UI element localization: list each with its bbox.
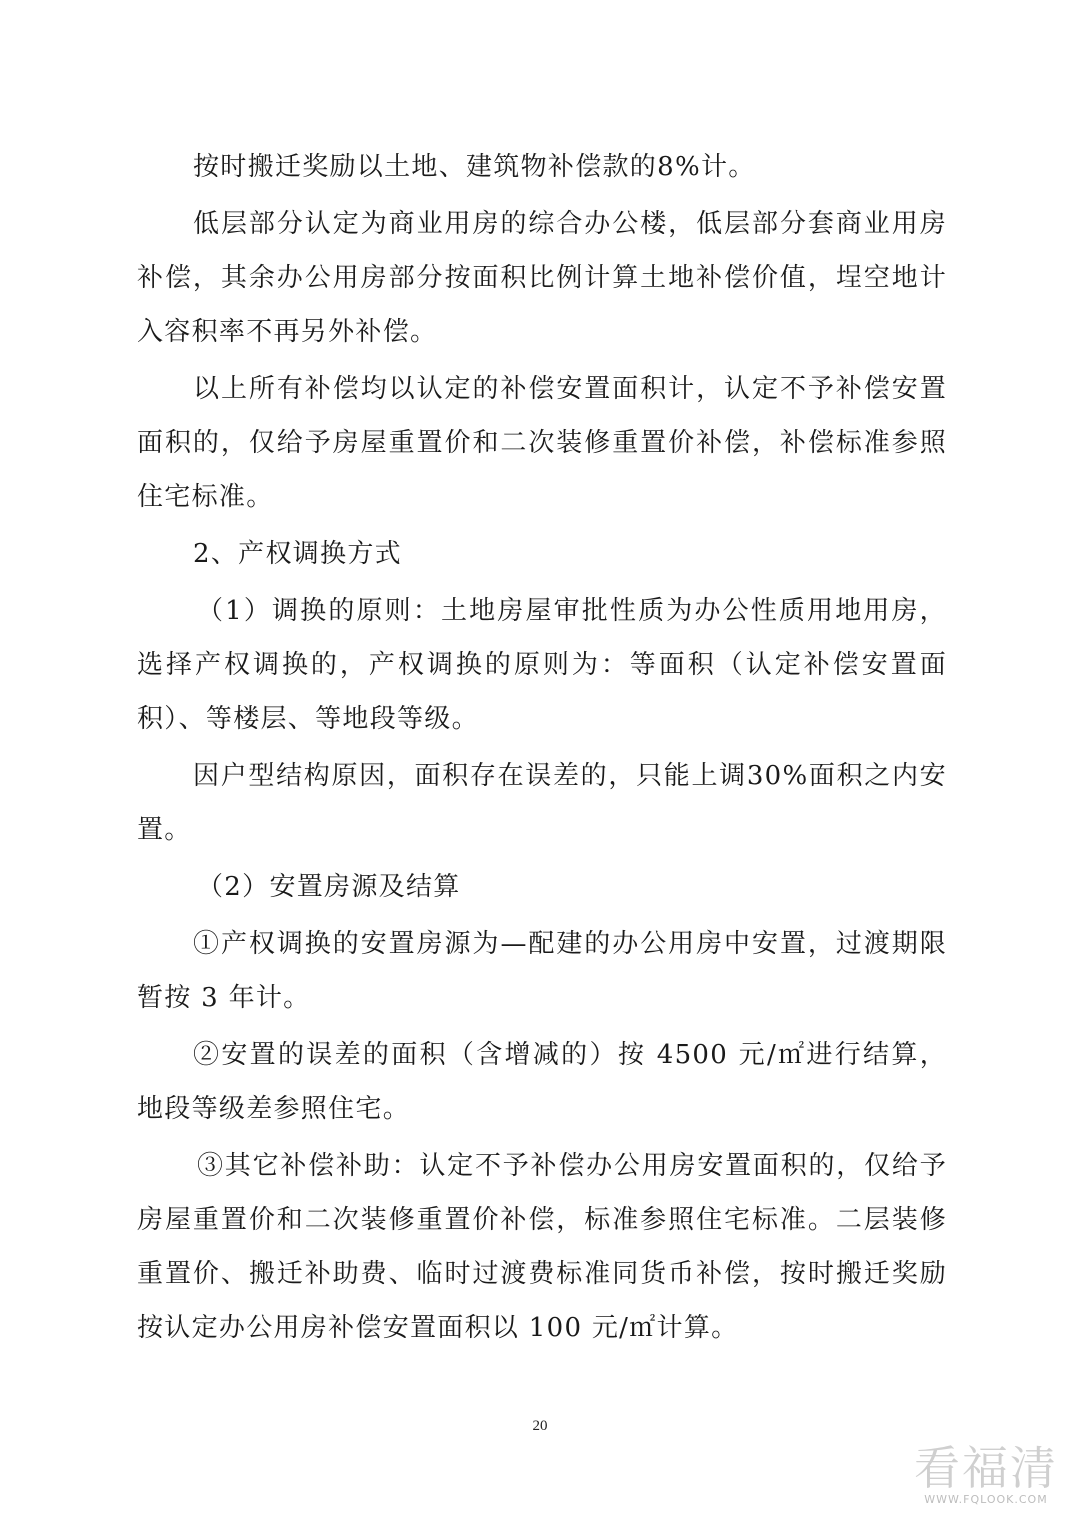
watermark <box>914 1443 1058 1506</box>
paragraph-area-error: 因户型结构原因，面积存在误差的，只能上调30%面积之内安置。 <box>137 761 947 845</box>
watermark-url: WWW.FQLOOK.COM <box>924 1493 1048 1506</box>
section-heading-property-exchange: 2、产权调换方式 <box>193 539 402 569</box>
paragraph-commercial-office: 低层部分认定为商业用房的综合办公楼，低层部分套商业用房补偿，其余办公用房部分按面积比例计算土地补偿价值，埕空地计入容积率不再另外补偿。 <box>137 209 947 347</box>
paragraph-exchange-principle: （1）调换的原则：土地房屋审批性质为办公性质用地用房，选择产权调换的，产权调换的原则为：等面积（认定补偿安置面积）、等楼层、等地段等级。 <box>137 596 947 734</box>
page-number: 20 <box>532 1418 548 1434</box>
paragraph-compensation-basis: 以上所有补偿均以认定的补偿安置面积计，认定不予补偿安置面积的，仅给予房屋重置价和二次装修重置价补偿，补偿标准参照住宅标准。 <box>137 374 947 512</box>
list-item-housing-source: ①产权调换的安置房源为—配建的办公用房中安置，过渡期限暂按 3 年计。 <box>137 929 947 1013</box>
subsection-heading-housing-settlement: （2）安置房源及结算 <box>197 872 461 902</box>
paragraph-relocation-reward: 按时搬迁奖励以土地、建筑物补偿款的8%计。 <box>193 152 756 182</box>
list-item-other-compensation: ③其它补偿补助：认定不予补偿办公用房安置面积的，仅给予房屋重置价和二次装修重置价补偿，标准参照住宅标准。二层装修重置价、搬迁补助费、临时过渡费标准同货币补偿，按时搬迁奖励按认定办公用房补偿安置面积以 100 元/㎡计算。 <box>137 1151 947 1343</box>
watermark-logo: 看福清 <box>914 1441 1058 1495</box>
document-body <box>137 140 947 1358</box>
list-item-area-settlement: ②安置的误差的面积（含增减的）按 4500 元/㎡进行结算，地段等级差参照住宅。 <box>137 1040 947 1124</box>
